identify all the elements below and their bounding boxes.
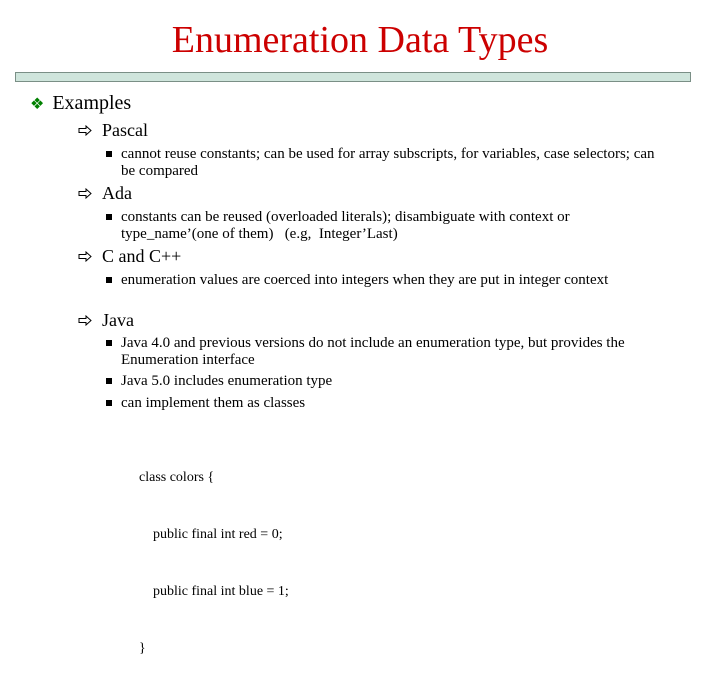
list-item: [106, 373, 666, 390]
section-java: [78, 310, 134, 331]
square-bullet-icon: [106, 214, 112, 220]
section-ada: [78, 183, 132, 204]
list-item: [106, 272, 666, 289]
hollow-arrow-icon: [78, 251, 92, 262]
square-bullet-icon: [106, 340, 112, 346]
item-text: can implement them as classes: [121, 395, 306, 411]
heading-label: Examples: [52, 92, 132, 114]
title-rule: [15, 72, 691, 82]
slide-title: Enumeration Data Types: [171, 19, 549, 61]
heading-examples: [30, 92, 131, 115]
code-line: public final int blue = 1;: [139, 584, 289, 599]
hollow-arrow-icon: [78, 125, 92, 136]
list-item: [106, 209, 666, 243]
item-text: Java 5.0 includes enumeration type: [121, 373, 333, 389]
code-block: [139, 430, 289, 677]
section-label: C and C++: [102, 246, 182, 266]
code-line: public final int red = 0;: [139, 527, 283, 542]
section-pascal: [78, 120, 148, 141]
hollow-arrow-icon: [78, 188, 92, 199]
list-item: [106, 335, 666, 369]
item-text: Java 4.0 and previous versions do not include an enumeration type, but provides the Enumeration interface: [121, 335, 625, 368]
section-label: Ada: [102, 183, 132, 203]
square-bullet-icon: [106, 378, 112, 384]
section-label: Pascal: [102, 120, 148, 140]
list-item: [106, 395, 666, 412]
item-text: constants can be reused (overloaded literals); disambiguate with context or type_name’(one of them) (e.g, Integer’Last): [121, 209, 574, 242]
square-bullet-icon: [106, 277, 112, 283]
square-bullet-icon: [106, 400, 112, 406]
list-item: [106, 146, 666, 180]
section-label: Java: [102, 310, 134, 330]
section-c-cpp: [78, 246, 181, 267]
code-line: class colors {: [139, 470, 215, 485]
square-bullet-icon: [106, 151, 112, 157]
hollow-arrow-icon: [78, 315, 92, 326]
code-line: }: [139, 641, 146, 656]
item-text: cannot reuse constants; can be used for array subscripts, for variables, case selectors; can be compared: [121, 146, 655, 179]
item-text: enumeration values are coerced into integers when they are put in integer context: [121, 272, 609, 288]
diamond-bullet-icon: ❖: [30, 96, 45, 113]
